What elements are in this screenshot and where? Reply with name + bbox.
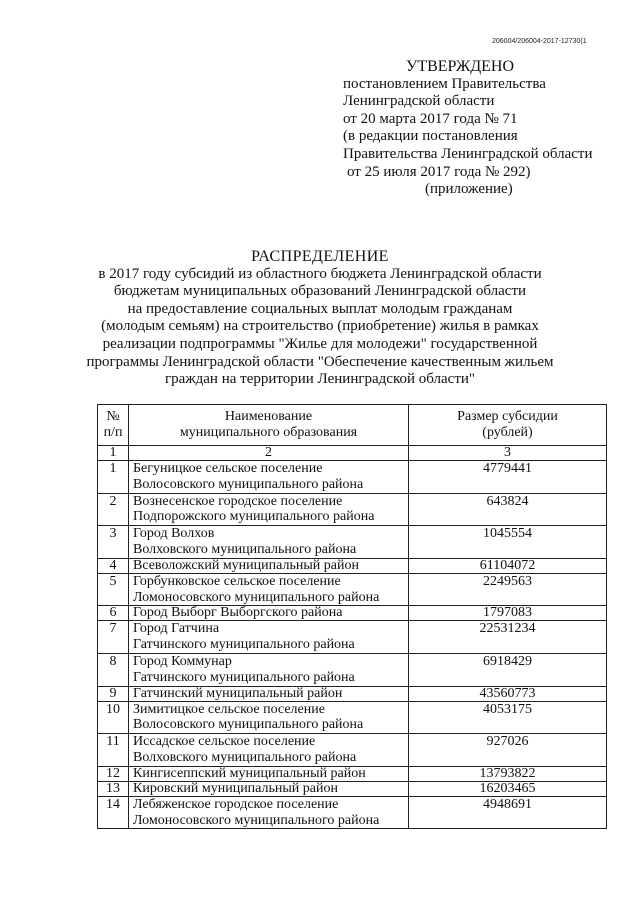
document-id: 206004/206004-2017-12730(1 <box>492 38 587 45</box>
header-number: № п/п <box>98 405 129 446</box>
row-municipality <box>129 621 409 654</box>
table-row <box>98 526 607 559</box>
row-amount: 13793822 <box>409 766 607 781</box>
row-number: 10 <box>98 701 129 734</box>
municipality-district: Волосовского муниципального района <box>133 476 364 492</box>
row-amount: 643824 <box>409 493 607 526</box>
row-amount: 1797083 <box>409 606 607 621</box>
municipality-name: Всеволожский муниципальный район <box>133 557 359 573</box>
approval-line: (в редакции постановления <box>343 128 518 145</box>
title-line: бюджетам муниципальных образований Ленинградской области <box>113 283 527 300</box>
row-number: 9 <box>98 686 129 701</box>
approval-line: от 20 марта 2017 года № 71 <box>343 110 518 127</box>
municipality-name: Город Волхов <box>133 526 215 542</box>
approval-heading: УТВЕРЖДЕНО <box>406 58 515 75</box>
approval-line: постановлением Правительства <box>343 75 546 92</box>
header-amount: Размер субсидии (рублей) <box>409 405 607 446</box>
approval-line: от 25 июля 2017 года № 292) <box>347 163 531 180</box>
row-municipality <box>129 526 409 559</box>
municipality-name: Лебяженское городское поселение <box>133 796 339 812</box>
index-cell: 2 <box>129 446 409 461</box>
row-number: 7 <box>98 621 129 654</box>
table-row <box>98 606 607 621</box>
municipality-name: Бегуницкое сельское поселение <box>133 461 323 476</box>
row-municipality <box>129 734 409 767</box>
row-number: 12 <box>98 766 129 781</box>
row-amount: 61104072 <box>409 558 607 573</box>
row-number: 4 <box>98 558 129 573</box>
municipality-name: Гатчинский муниципальный район <box>133 685 343 701</box>
municipality-name: Город Выборг Выборгского района <box>133 605 343 621</box>
index-cell: 1 <box>98 446 129 461</box>
row-amount: 4053175 <box>409 701 607 734</box>
approval-block <box>343 58 613 199</box>
municipality-district: Гатчинского муниципального района <box>133 637 355 653</box>
municipality-district: Ломоносовского муниципального района <box>133 812 380 828</box>
table-header-row <box>98 405 607 446</box>
row-municipality <box>129 573 409 606</box>
approval-line: Ленинградской области <box>343 93 495 110</box>
row-amount: 22531234 <box>409 621 607 654</box>
table-row <box>98 653 607 686</box>
row-amount: 43560773 <box>409 686 607 701</box>
municipality-district: Гатчинского муниципального района <box>133 669 355 685</box>
row-amount: 4948691 <box>409 796 607 829</box>
row-amount: 2249563 <box>409 573 607 606</box>
row-amount: 4779441 <box>409 461 607 494</box>
row-municipality <box>129 653 409 686</box>
municipality-name: Вознесенское городское поселение <box>133 493 343 509</box>
table-row <box>98 796 607 829</box>
row-number: 5 <box>98 573 129 606</box>
row-amount: 16203465 <box>409 781 607 796</box>
municipality-name: Город Гатчина <box>133 621 220 637</box>
header-municipality: Наименование муниципального образования <box>129 405 409 446</box>
row-number: 8 <box>98 653 129 686</box>
title-line: программы Ленинградской области "Обеспечение качественным жильем <box>86 353 554 370</box>
table-row <box>98 621 607 654</box>
row-municipality <box>129 558 409 573</box>
municipality-name: Иссадское сельское поселение <box>133 734 316 750</box>
row-number: 14 <box>98 796 129 829</box>
municipality-district: Ломоносовского муниципального района <box>133 589 380 605</box>
row-number: 6 <box>98 606 129 621</box>
municipality-name: Горбунковское сельское поселение <box>133 573 341 589</box>
row-number: 1 <box>98 461 129 494</box>
row-municipality <box>129 701 409 734</box>
row-number: 2 <box>98 493 129 526</box>
row-amount: 927026 <box>409 734 607 767</box>
row-amount: 1045554 <box>409 526 607 559</box>
municipality-district: Волховского муниципального района <box>133 541 357 557</box>
municipality-name: Город Коммунар <box>133 653 232 669</box>
table-row <box>98 573 607 606</box>
row-municipality <box>129 796 409 829</box>
column-index-row <box>98 446 607 461</box>
table-row <box>98 558 607 573</box>
table-row <box>98 734 607 767</box>
document-title <box>60 248 580 389</box>
row-municipality <box>129 461 409 494</box>
row-municipality <box>129 781 409 796</box>
index-cell: 3 <box>409 446 607 461</box>
table-row <box>98 493 607 526</box>
row-municipality <box>129 606 409 621</box>
title-line: (молодым семьям) на строительство (приобретение) жилья в рамках <box>101 318 539 335</box>
municipality-name: Кировский муниципальный район <box>133 780 338 796</box>
row-number: 11 <box>98 734 129 767</box>
approval-line: Правительства Ленинградской области <box>343 145 593 162</box>
title-line: в 2017 году субсидий из областного бюджета Ленинградской области <box>98 265 542 282</box>
table-row <box>98 701 607 734</box>
table-row <box>98 686 607 701</box>
table-row <box>98 461 607 494</box>
title-heading: РАСПРЕДЕЛЕНИЕ <box>251 248 389 265</box>
row-number: 3 <box>98 526 129 559</box>
row-amount: 6918429 <box>409 653 607 686</box>
table-row <box>98 781 607 796</box>
municipality-district: Волосовского муниципального района <box>133 717 364 733</box>
municipality-name: Зимитицкое сельское поселение <box>133 701 325 717</box>
row-municipality <box>129 493 409 526</box>
title-line: на предоставление социальных выплат молодым гражданам <box>127 300 513 317</box>
municipality-district: Волховского муниципального района <box>133 749 357 765</box>
municipality-district: Подпорожского муниципального района <box>133 509 375 525</box>
subsidy-table <box>97 404 607 829</box>
row-number: 13 <box>98 781 129 796</box>
approval-line: (приложение) <box>425 181 513 198</box>
table-row <box>98 766 607 781</box>
row-municipality <box>129 766 409 781</box>
title-line: граждан на территории Ленинградской области" <box>164 371 476 388</box>
title-line: реализации подпрограммы "Жилье для молодежи" государственной <box>102 335 538 352</box>
municipality-name: Кингисеппский муниципальный район <box>133 765 366 781</box>
row-municipality <box>129 686 409 701</box>
